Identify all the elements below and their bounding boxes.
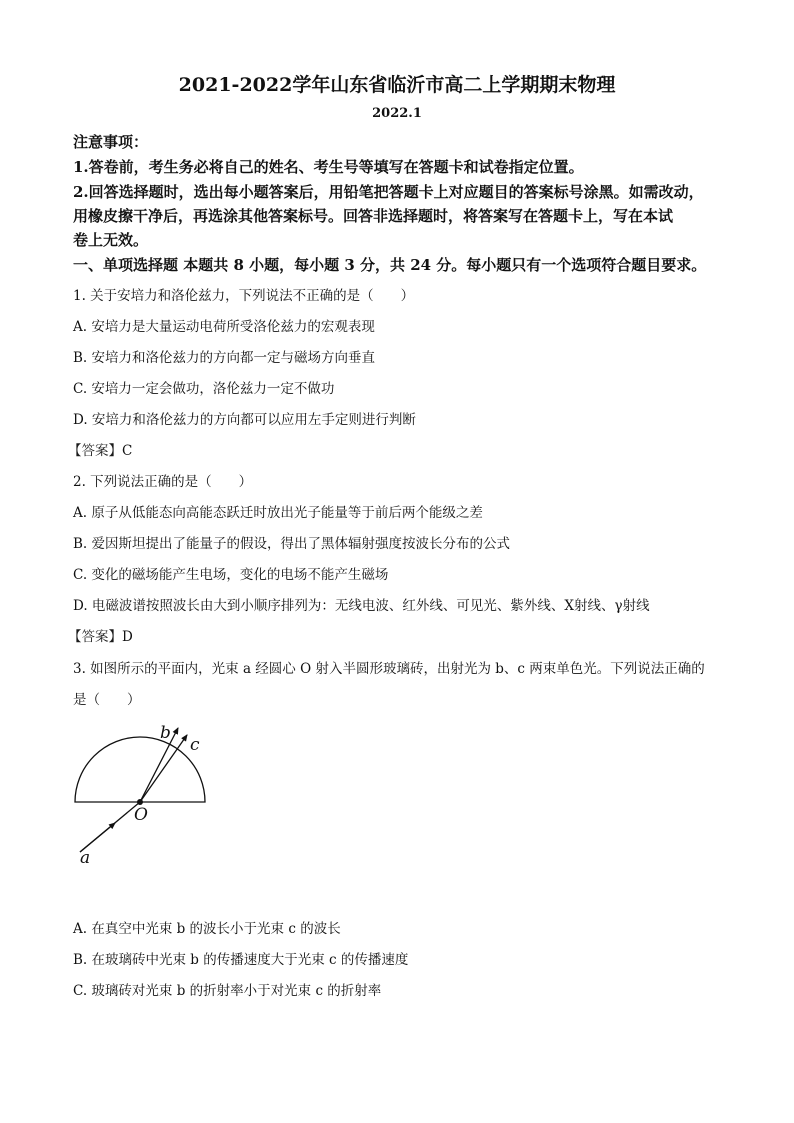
q1-option-b: B. 安培力和洛伦兹力的方向都一定与磁场方向垂直 xyxy=(73,350,376,366)
q2-option-d: D. 电磁波谱按照波长由大到小顺序排列为：无线电波、红外线、可见光、紫外线、X射线、γ射线 xyxy=(73,598,650,614)
q3-stem-line-2: 是（ ） xyxy=(73,692,141,708)
exam-date: 2022.1 xyxy=(372,106,422,121)
notice-item-2-line-3: 卷上无效。 xyxy=(73,231,149,249)
label-o: O xyxy=(134,805,148,825)
q2-option-c: C. 变化的磁场能产生电场，变化的电场不能产生磁场 xyxy=(73,567,389,583)
q3-option-a: A. 在真空中光束 b 的波长小于光束 c 的波长 xyxy=(73,921,341,937)
q1-stem: 1. 关于安培力和洛伦兹力，下列说法不正确的是（ ） xyxy=(73,288,415,304)
section-1-heading: 一、单项选择题 本题共 8 小题，每小题 3 分，共 24 分。每小题只有一个选项符合题目要求。 xyxy=(73,256,707,274)
label-c: c xyxy=(190,735,200,755)
q3-option-c: C. 玻璃砖对光束 b 的折射率小于对光束 c 的折射率 xyxy=(73,983,382,999)
q1-answer xyxy=(68,439,132,459)
semicircle-outline xyxy=(75,737,205,802)
notice-item-1: 1.答卷前，考生务必将自己的姓名、考生号等填写在答题卡和试卷指定位置。 xyxy=(73,158,584,176)
refracted-beam-c xyxy=(140,735,187,802)
semicircle-glass-figure xyxy=(60,720,230,880)
answer-tag: 【答案】 xyxy=(68,629,122,645)
q2-stem: 2. 下列说法正确的是（ ） xyxy=(73,474,253,490)
answer-value: C xyxy=(122,443,133,459)
answer-tag: 【答案】 xyxy=(68,443,122,459)
q1-option-c: C. 安培力一定会做功，洛伦兹力一定不做功 xyxy=(73,381,335,397)
q2-option-b: B. 爱因斯坦提出了能量子的假设，得出了黑体辐射强度按波长分布的公式 xyxy=(73,536,511,552)
label-b: b xyxy=(160,723,171,743)
q1-option-d: D. 安培力和洛伦兹力的方向都可以应用左手定则进行判断 xyxy=(73,412,416,428)
q3-option-b: B. 在玻璃砖中光束 b 的传播速度大于光束 c 的传播速度 xyxy=(73,952,409,968)
answer-value: D xyxy=(122,629,133,645)
q2-answer xyxy=(68,625,133,645)
notice-heading: 注意事项： xyxy=(73,133,149,151)
q1-option-a: A. 安培力是大量运动电荷所受洛伦兹力的宏观表现 xyxy=(73,319,375,335)
exam-title: 2021-2022学年山东省临沂市高二上学期期末物理 xyxy=(178,74,616,96)
q2-option-a: A. 原子从低能态向高能态跃迁时放出光子能量等于前后两个能级之差 xyxy=(73,505,483,521)
q3-stem-line-1: 3. 如图所示的平面内，光束 a 经圆心 O 射入半圆形玻璃砖，出射光为 b、c 两束单色光。下列说法正确的 xyxy=(73,661,705,677)
notice-item-2-line-1: 2.回答选择题时，选出每小题答案后，用铅笔把答题卡上对应题目的答案标号涂黑。如需改动， xyxy=(73,183,704,201)
label-a: a xyxy=(80,848,91,868)
notice-item-2-line-2: 用橡皮擦干净后，再选涂其他答案标号。回答非选择题时，将答案写在答题卡上，写在本试 xyxy=(73,207,674,225)
